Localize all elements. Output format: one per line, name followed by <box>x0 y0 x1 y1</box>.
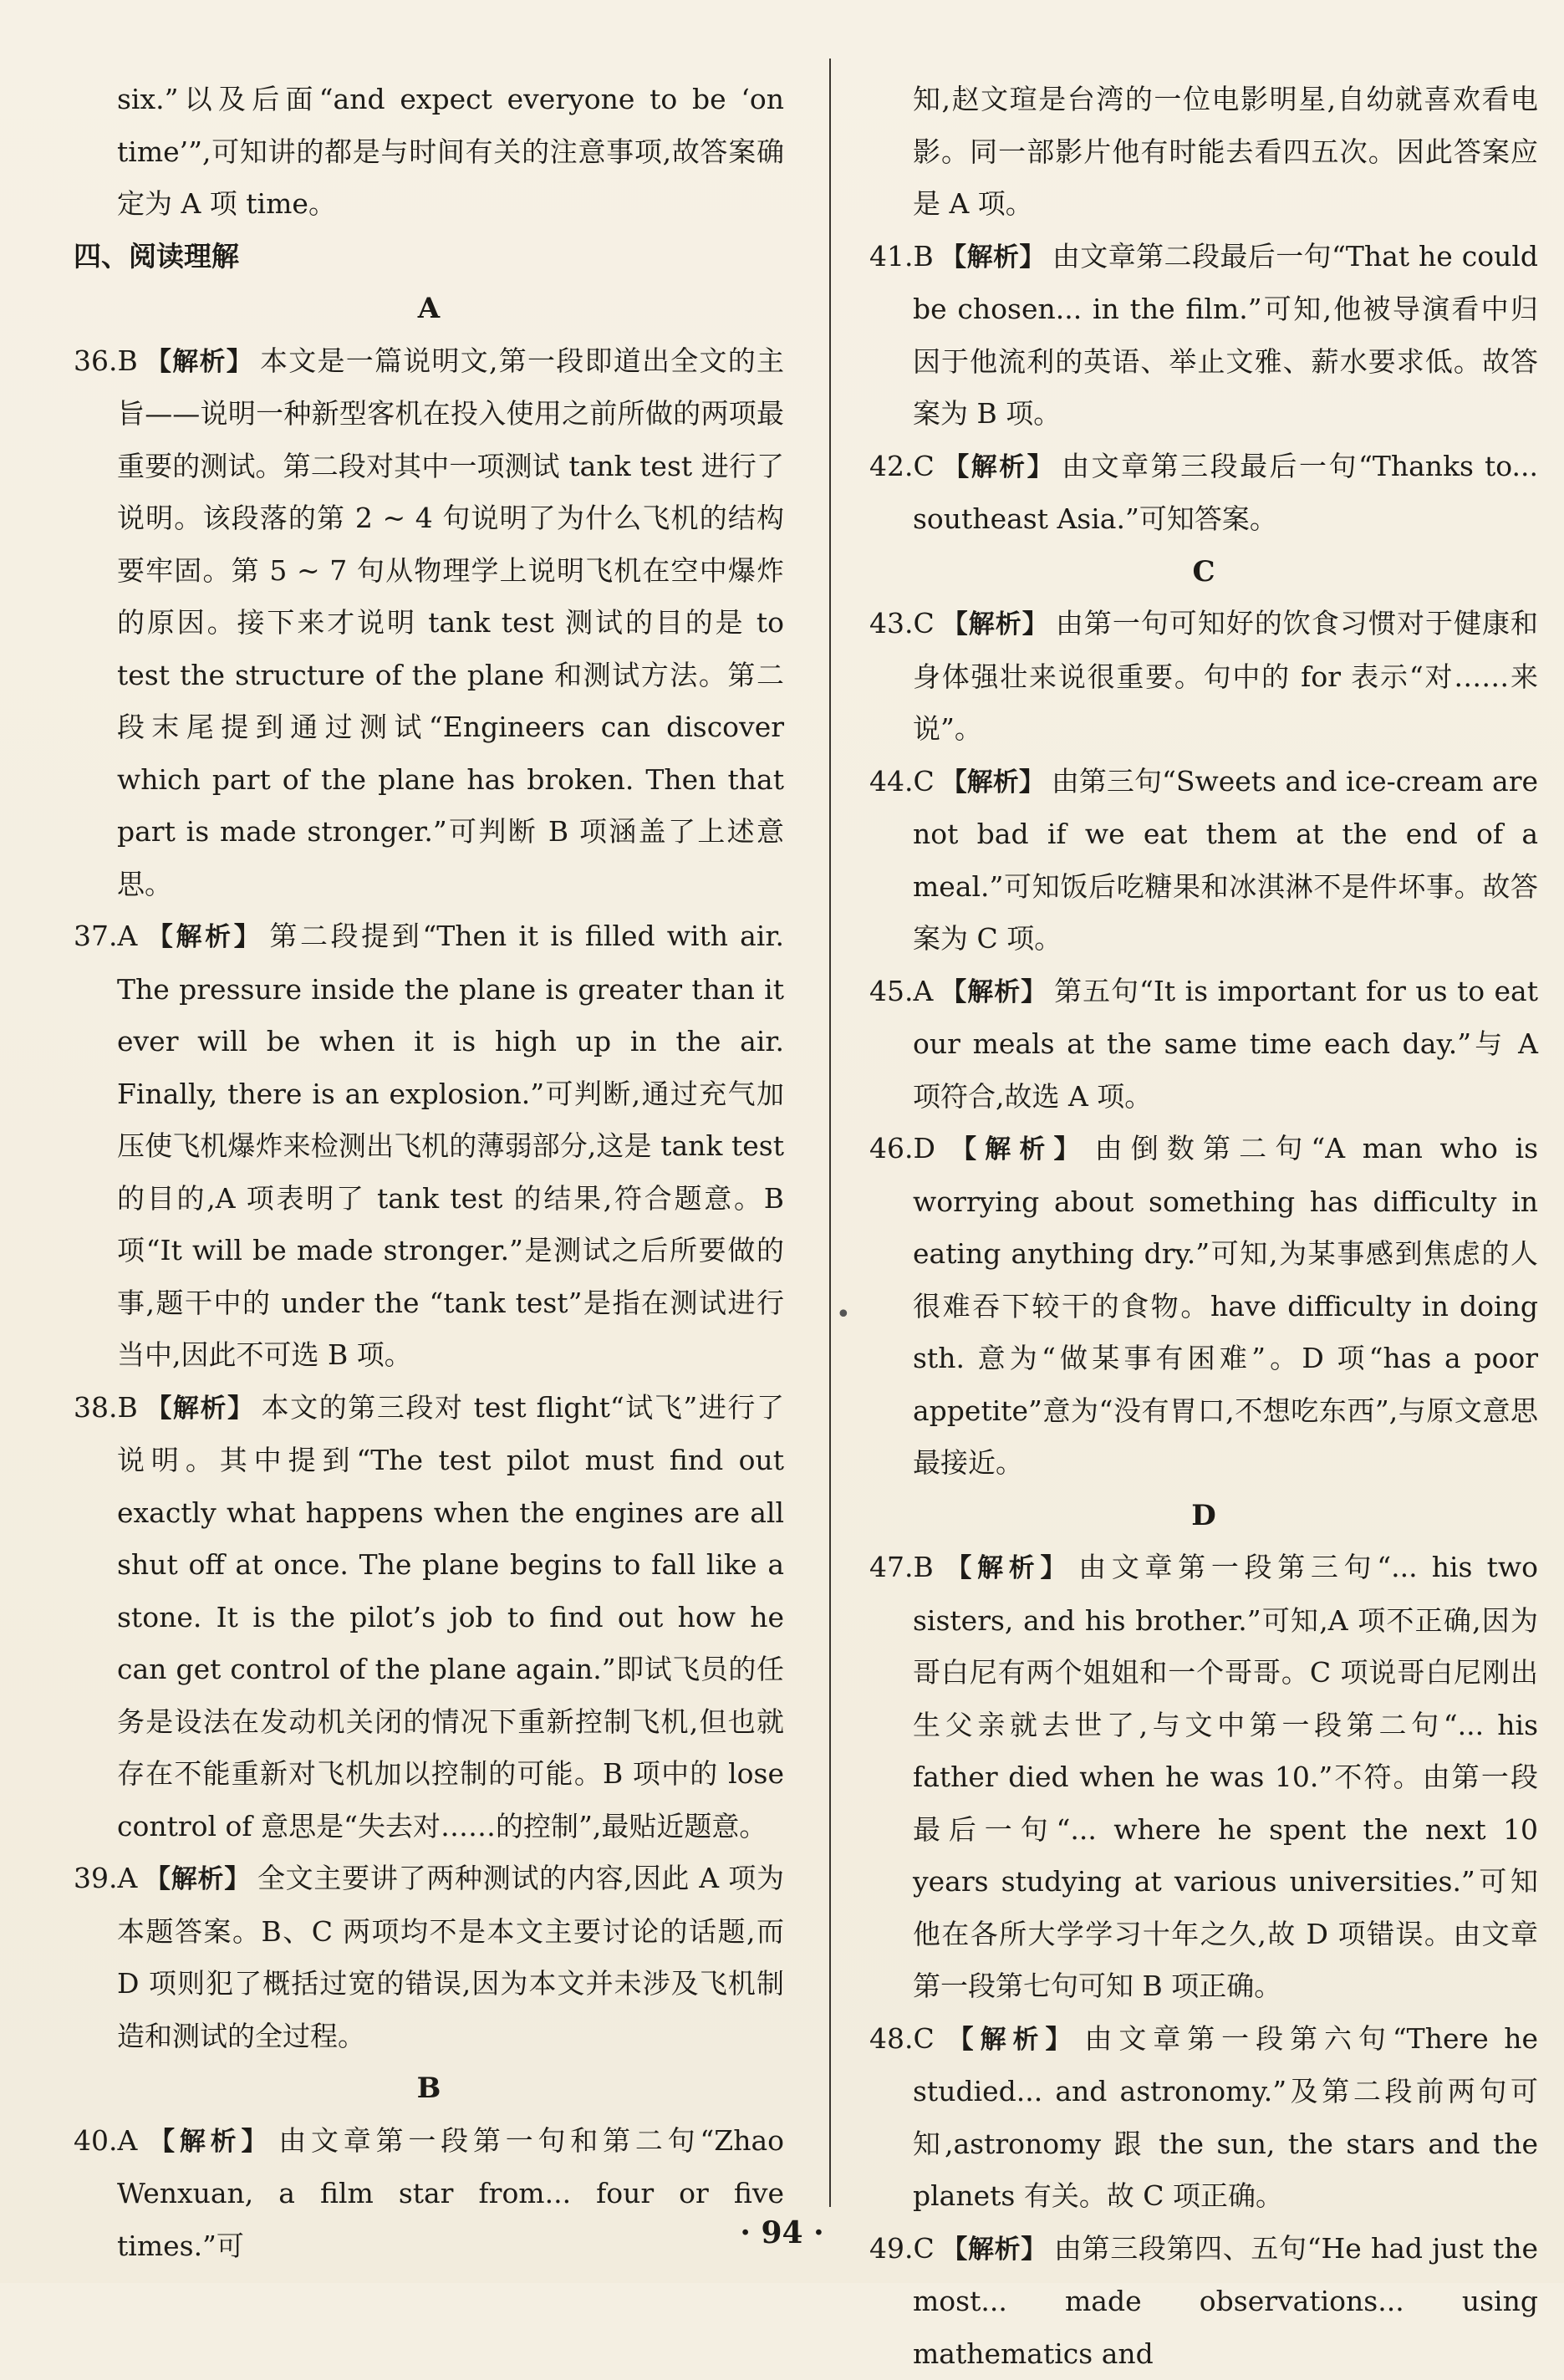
item-number: 39. <box>74 1862 117 1894</box>
subsection-d: D <box>869 1490 1538 1542</box>
subsection-c: C <box>869 546 1538 599</box>
right-column <box>869 74 1538 2380</box>
item-answer: B <box>913 1551 933 1583</box>
analysis-tag: 【解析】 <box>144 922 262 952</box>
item-number: 46. <box>869 1132 913 1165</box>
subsection-a: A <box>74 283 784 335</box>
left-column <box>74 74 784 2272</box>
item-number: 36. <box>74 344 117 377</box>
item-number: 49. <box>869 2232 913 2265</box>
item-answer: C <box>913 2232 934 2265</box>
answer-item-37 <box>74 910 784 1382</box>
answer-item-47 <box>869 1542 1538 2013</box>
answer-item-36 <box>74 335 784 911</box>
answer-item-44 <box>869 756 1538 966</box>
item-text: 本文是一篇说明文,第一段即道出全文的主旨——说明一种新型客机在投入使用之前所做的两项最重要的测试。第二段对其中一项测试 tank test 进行了说明。该段落的第 2 ~ 4 句说明了为什么飞机的结构要牢固。第 5 ~ 7 句从物理学上说明飞机在空中爆炸的原因。接下来才说明 tank test 测试的目的是 to test the structure of the plane 和测试方法。第二段末尾提到通过测试“Engineers can discover which part of the plane has broken. Then that part is made stronger.”可判断 B 项涵盖了上述意思。 <box>117 344 784 900</box>
answer-item-48 <box>869 2013 1538 2223</box>
analysis-tag: 【解析】 <box>940 242 1046 273</box>
answer-item-45 <box>869 966 1538 1124</box>
item-answer: B <box>117 1391 137 1424</box>
subsection-b: B <box>74 2062 784 2115</box>
margin-dot: • <box>836 1300 851 1329</box>
item-text: 由倒数第二句“A man who is worrying about something has difficulty in eating anything dry.”可知,为某事感到焦虑的人很难吞下较干的食物。have difficulty in doing sth. 意为“做某事有困难”。D 项“has a poor appetite”意为“没有胃口,不想吃东西”,与原文意思最接近。 <box>913 1132 1538 1479</box>
item-answer: C <box>913 607 934 640</box>
continuation-text: 知,赵文瑄是台湾的一位电影明星,自幼就喜欢看电影。同一部影片他有时能去看四五次。因此答案应是 A 项。 <box>869 74 1538 231</box>
item-text: 由第三段第四、五句“He had just the most... made observations... using mathematics and <box>913 2232 1538 2370</box>
item-text: 由第一句可知好的饮食习惯对于健康和身体强壮来说很重要。句中的 for 表示“对……来说”。 <box>913 607 1538 745</box>
item-answer: A <box>913 975 933 1007</box>
analysis-tag: 【解析】 <box>941 452 1055 482</box>
analysis-tag: 【解析】 <box>940 977 1047 1007</box>
item-text: 第五句“It is important for us to eat our meals at the same time each day.”与 A 项符合,故选 A 项。 <box>913 975 1538 1113</box>
item-number: 40. <box>74 2124 117 2157</box>
item-answer: B <box>117 344 137 377</box>
continuation-text: six.”以及后面“and expect everyone to be ‘on time’”,可知讲的都是与时间有关的注意事项,故答案确定为 A 项 time。 <box>74 74 784 231</box>
analysis-tag: 【解析】 <box>941 2235 1047 2265</box>
section-heading: 四、阅读理解 <box>74 231 784 283</box>
analysis-tag: 【解析】 <box>144 2127 272 2157</box>
item-number: 48. <box>869 2022 913 2055</box>
answer-item-46 <box>869 1123 1538 1490</box>
item-text: 由文章第一段第一句和第二句“Zhao Wenxuan, a film star from... four or five times.”可 <box>117 2124 784 2262</box>
item-text: 全文主要讲了两种测试的内容,因此 A 项为本题答案。B、C 两项均不是本文主要讨论的话题,而 D 项则犯了概括过宽的错误,因为本文并未涉及飞机制造和测试的全过程。 <box>117 1862 784 2052</box>
item-answer: B <box>913 240 933 273</box>
answer-item-43 <box>869 598 1538 756</box>
item-answer: A <box>117 1862 137 1894</box>
answer-item-42 <box>869 441 1538 546</box>
item-number: 38. <box>74 1391 117 1424</box>
analysis-tag: 【解析】 <box>144 1864 251 1894</box>
page-number: · 94 · <box>0 2215 1564 2250</box>
analysis-tag: 【解析】 <box>145 1394 255 1424</box>
item-answer: C <box>913 2022 934 2055</box>
answer-item-38 <box>74 1382 784 1853</box>
answer-item-41 <box>869 231 1538 441</box>
analysis-tag: 【解析】 <box>941 2025 1078 2055</box>
item-text: 由第三句“Sweets and ice-cream are not bad if we eat them at the end of a meal.”可知饭后吃糖果和冰淇淋不是件坏事。故答案为 C 项。 <box>913 765 1538 956</box>
item-number: 42. <box>869 450 913 482</box>
analysis-tag: 【解析】 <box>940 1553 1072 1583</box>
item-answer: C <box>913 450 934 482</box>
item-answer: A <box>117 920 137 952</box>
item-number: 37. <box>74 920 117 952</box>
item-answer: C <box>913 765 934 798</box>
item-text: 第二段提到“Then it is filled with air. The pressure inside the plane is greater than it ever will be when it is high up in the air. Finally, there is an explosion.”可判断,通过充气加压使飞机爆炸来检测出飞机的薄弱部分,这是 tank test 的目的,A 项表明了 tank test 的结果,符合题意。B 项“It will be made stronger.”是测试之后所要做的事,题干中的 under the “tank test”是指在测试进行当中,因此不可选 B 项。 <box>117 920 784 1371</box>
column-divider <box>829 59 831 2207</box>
item-number: 43. <box>869 607 913 640</box>
item-answer: D <box>913 1132 935 1165</box>
item-answer: A <box>117 2124 137 2157</box>
item-text: 由文章第二段最后一句“That he could be chosen... in the film.”可知,他被导演看中归因于他流利的英语、举止文雅、薪水要求低。故答案为 B 项。 <box>913 240 1538 431</box>
item-number: 45. <box>869 975 913 1007</box>
item-text: 由文章第三段最后一句“Thanks to... southeast Asia.”可知答案。 <box>913 450 1538 536</box>
item-number: 41. <box>869 240 913 273</box>
analysis-tag: 【解析】 <box>942 1134 1088 1165</box>
item-text: 由文章第一段第三句“... his two sisters, and his brother.”可知,A 项不正确,因为哥白尼有两个姐姐和一个哥哥。C 项说哥白尼刚出生父亲就去世了,与文中第一段第二句“... his father died when he was 10.”不符。由第一段最后一句“... where he spent the next 10 years studying at various universities.”可知他在各所大学学习十年之久,故 D 项错误。由文章第一段第七句可知 B 项正确。 <box>913 1551 1538 2002</box>
analysis-tag: 【解析】 <box>941 609 1049 640</box>
analysis-tag: 【解析】 <box>941 767 1045 798</box>
item-text: 本文的第三段对 test flight“试飞”进行了说明。其中提到“The test pilot must find out exactly what happens when the engines are all shut off at once. The plane begins to fall like a stone. It is the pilot’s job to find out how he can get control of the plane again.”即试飞员的任务是设法在发动机关闭的情况下重新控制飞机,但也就存在不能重新对飞机加以控制的可能。B 项中的 lose control of 意思是“失去对……的控制”,最贴近题意。 <box>117 1391 784 1842</box>
item-number: 44. <box>869 765 913 798</box>
item-text: 由文章第一段第六句“There he studied... and astronomy.”及第二段前两句可知,astronomy 跟 the sun, the stars and the planets 有关。故 C 项正确。 <box>913 2022 1538 2213</box>
answer-item-39 <box>74 1853 784 2062</box>
item-number: 47. <box>869 1551 913 1583</box>
analysis-tag: 【解析】 <box>145 347 253 377</box>
